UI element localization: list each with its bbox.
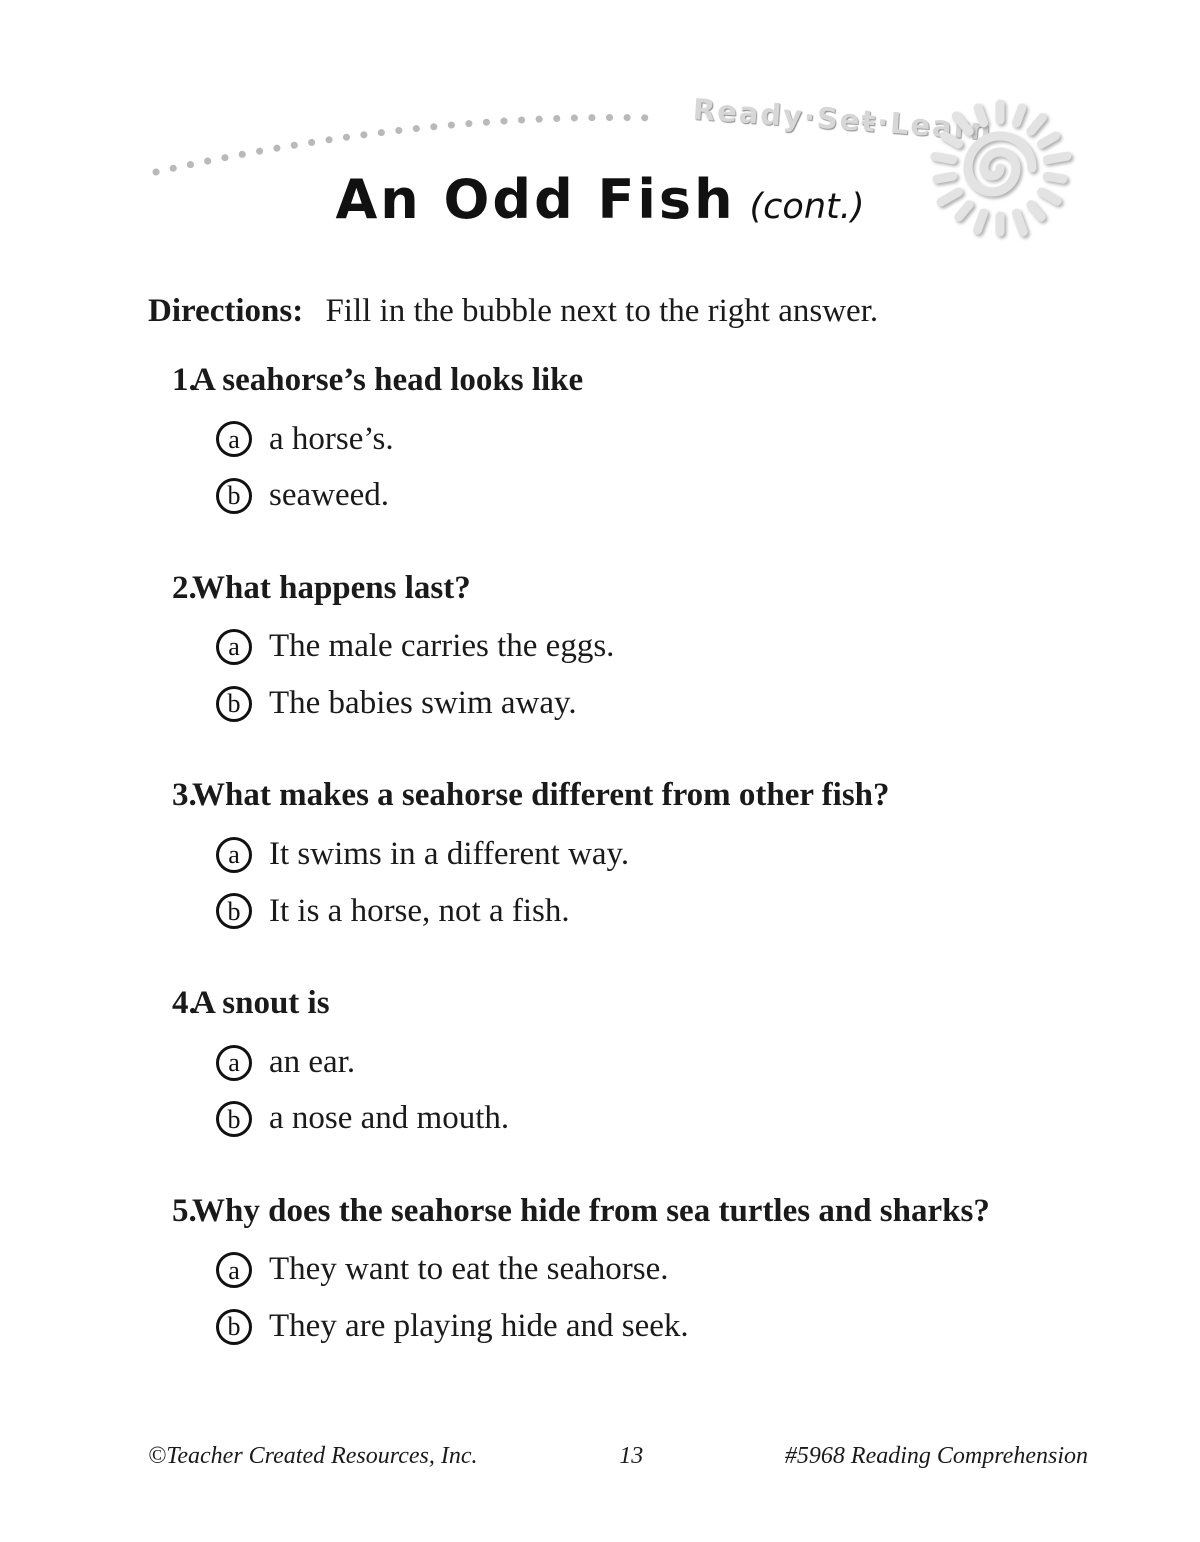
answer-options [148, 420, 1088, 516]
answer-option-label: The babies swim away. [269, 684, 577, 721]
question-block [148, 566, 1088, 724]
question-block [148, 1189, 1088, 1347]
answer-options [148, 835, 1088, 931]
answer-option-label: It is a horse, not a fish. [269, 892, 570, 929]
answer-letter: b [227, 896, 241, 926]
answer-option-label: a nose and mouth. [269, 1100, 510, 1137]
answer-letter: a [228, 424, 240, 454]
question-text: Why does the seahorse hide from sea turtles and sharks? [192, 1192, 990, 1229]
title-text: An Odd Fish [335, 168, 736, 231]
answer-bubble[interactable] [216, 1252, 252, 1288]
answer-letter: a [228, 840, 240, 870]
answer-option[interactable] [216, 892, 1088, 932]
answer-bubble[interactable] [216, 686, 252, 722]
question-number: 4. [172, 985, 197, 1022]
answer-letter: a [228, 1255, 240, 1285]
answer-options [148, 1250, 1088, 1346]
question-block [148, 773, 1088, 931]
question-heading [148, 981, 1088, 1026]
answer-letter: a [228, 632, 240, 662]
footer-page-number: 13 [619, 1443, 644, 1469]
question-block [148, 981, 1088, 1139]
answer-bubble[interactable] [216, 478, 252, 514]
answer-bubble[interactable] [216, 1309, 252, 1345]
directions [148, 293, 1088, 330]
answer-option-label: It swims in a different way. [269, 836, 630, 873]
answer-bubble[interactable] [216, 1101, 252, 1137]
answer-option[interactable] [216, 1099, 1088, 1139]
answer-letter: b [227, 481, 241, 511]
question-number: 5. [172, 1192, 197, 1229]
answer-bubble[interactable] [216, 1045, 252, 1081]
answer-options [148, 1043, 1088, 1139]
answer-option[interactable] [216, 1307, 1088, 1347]
answer-option-label: They are playing hide and seek. [269, 1308, 689, 1345]
answer-option-label: The male carries the eggs. [269, 628, 615, 665]
footer-copyright: ©Teacher Created Resources, Inc. [148, 1443, 478, 1469]
page-footer [0, 1443, 1200, 1470]
question-text: A seahorse’s head looks like [192, 362, 584, 398]
answer-option[interactable] [216, 835, 1088, 875]
answer-options [148, 627, 1088, 723]
page-header [0, 0, 1200, 280]
answer-option[interactable] [216, 627, 1088, 667]
question-heading [148, 773, 1088, 818]
answer-bubble[interactable] [216, 837, 252, 873]
answer-bubble[interactable] [216, 629, 252, 665]
directions-label: Directions: [148, 293, 304, 329]
question-heading [148, 358, 1088, 403]
page-title [0, 168, 1200, 231]
questions-list [148, 358, 1088, 1347]
question-heading [148, 1189, 1088, 1234]
footer-book-title: #5968 Reading Comprehension [784, 1443, 1088, 1469]
question-heading [148, 566, 1088, 611]
question-block [148, 358, 1088, 516]
answer-option-label: an ear. [269, 1043, 356, 1080]
answer-option[interactable] [216, 1250, 1088, 1290]
answer-option-label: They want to eat the seahorse. [269, 1251, 669, 1288]
answer-letter: b [227, 1104, 241, 1134]
answer-letter: b [227, 1312, 241, 1342]
answer-option[interactable] [216, 476, 1088, 516]
answer-letter: a [228, 1047, 240, 1077]
question-text: What happens last? [192, 569, 471, 606]
question-text: A snout is [192, 985, 330, 1022]
answer-option[interactable] [216, 420, 1088, 460]
question-number: 3. [172, 777, 197, 814]
directions-text: Fill in the bubble next to the right answer. [325, 293, 879, 329]
brand-ready-set-learn: Ready·Seŧ·Learn [691, 92, 994, 147]
answer-option-label: a horse’s. [269, 420, 394, 457]
worksheet-body [148, 293, 1088, 1397]
answer-option[interactable] [216, 1043, 1088, 1083]
answer-bubble[interactable] [216, 421, 252, 457]
answer-letter: b [227, 689, 241, 719]
answer-option[interactable] [216, 684, 1088, 724]
answer-bubble[interactable] [216, 893, 252, 929]
answer-option-label: seaweed. [269, 477, 390, 514]
title-suffix: (cont.) [749, 187, 865, 227]
question-number: 2. [172, 569, 197, 606]
question-number: 1. [172, 362, 197, 398]
question-text: What makes a seahorse different from other fish? [192, 777, 890, 814]
